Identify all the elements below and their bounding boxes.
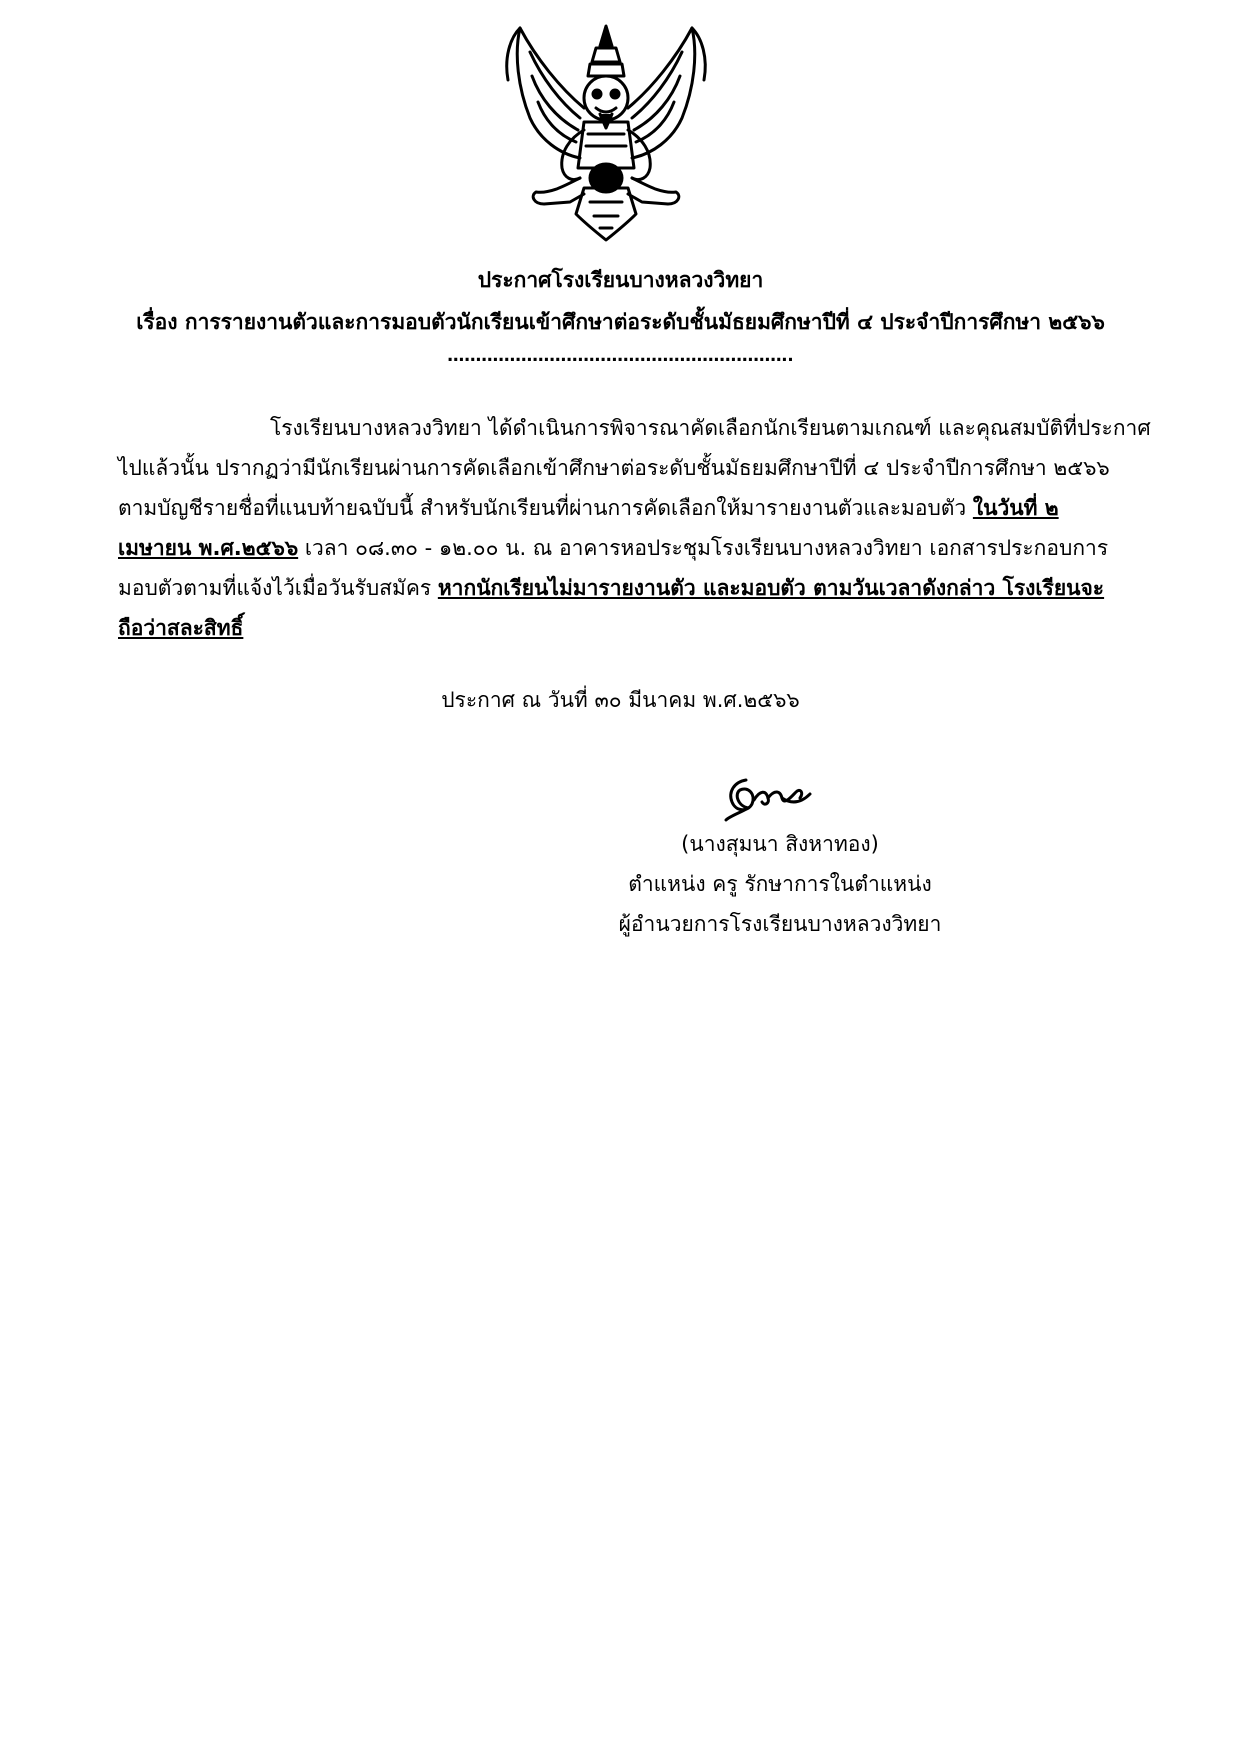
paragraph-line-3-text: ตามบัญชีรายชื่อที่แนบท้ายฉบับนี้ สำหรับนักเรียนที่ผ่านการคัดเลือกให้มารายงานตัวและมอบตัว [118, 496, 973, 520]
signatory-title: ผู้อำนวยการโรงเรียนบางหลวงวิทยา [618, 912, 942, 936]
paragraph-line-1: โรงเรียนบางหลวงวิทยา ได้ดำเนินการพิจารณาคัดเลือกนักเรียนตามเกณฑ์ และคุณสมบัติที่ประกาศ [270, 416, 1151, 440]
paragraph-line-3 [118, 492, 1059, 525]
separator-dots: ……………………………………………………. [447, 346, 794, 366]
paragraph-line-4-text: เวลา ๐๘.๓๐ - ๑๒.๐๐ น. ณ อาคารหอประชุมโรงเรียนบางหลวงวิทยา เอกสารประกอบการ [298, 536, 1109, 560]
garuda-emblem-icon [500, 18, 712, 248]
paragraph-line-6 [118, 612, 243, 645]
handwritten-signature-icon [724, 776, 814, 824]
announce-date: ประกาศ ณ วันที่ ๓๐ มีนาคม พ.ศ.๒๕๖๖ [441, 688, 800, 712]
signatory-name: (นางสุมนา สิงหาทอง) [681, 832, 879, 856]
forfeit-warning-end: ถือว่าสละสิทธิ์ [118, 616, 244, 640]
paragraph-line-2: ไปแล้วนั้น ปรากฏว่ามีนักเรียนผ่านการคัดเลือกเข้าศึกษาต่อระดับชั้นมัธยมศึกษาปีที่ ๔ ประจำปีการศึกษา ๒๕๖๖ [118, 456, 1110, 480]
forfeit-warning: หากนักเรียนไม่มารายงานตัว และมอบตัว ตามวันเวลาดังกล่าว โรงเรียนจะ [437, 576, 1105, 600]
signatory-position: ตำแหน่ง ครู รักษาการในตำแหน่ง [628, 872, 932, 896]
announcement-title: ประกาศโรงเรียนบางหลวงวิทยา [477, 268, 764, 292]
paragraph-line-5-text: มอบตัวตามที่แจ้งไว้เมื่อวันรับสมัคร [118, 576, 438, 600]
report-date-end: เมษายน พ.ศ.๒๕๖๖ [118, 536, 299, 560]
announcement-subject: เรื่อง การรายงานตัวและการมอบตัวนักเรียนเข้าศึกษาต่อระดับชั้นมัธยมศึกษาปีที่ ๔ ประจำปีการศึกษา ๒๕๖๖ [136, 310, 1105, 334]
paragraph-line-4 [118, 532, 1108, 565]
paragraph-line-5 [118, 572, 1104, 605]
report-date-start: ในวันที่ ๒ [972, 496, 1059, 520]
